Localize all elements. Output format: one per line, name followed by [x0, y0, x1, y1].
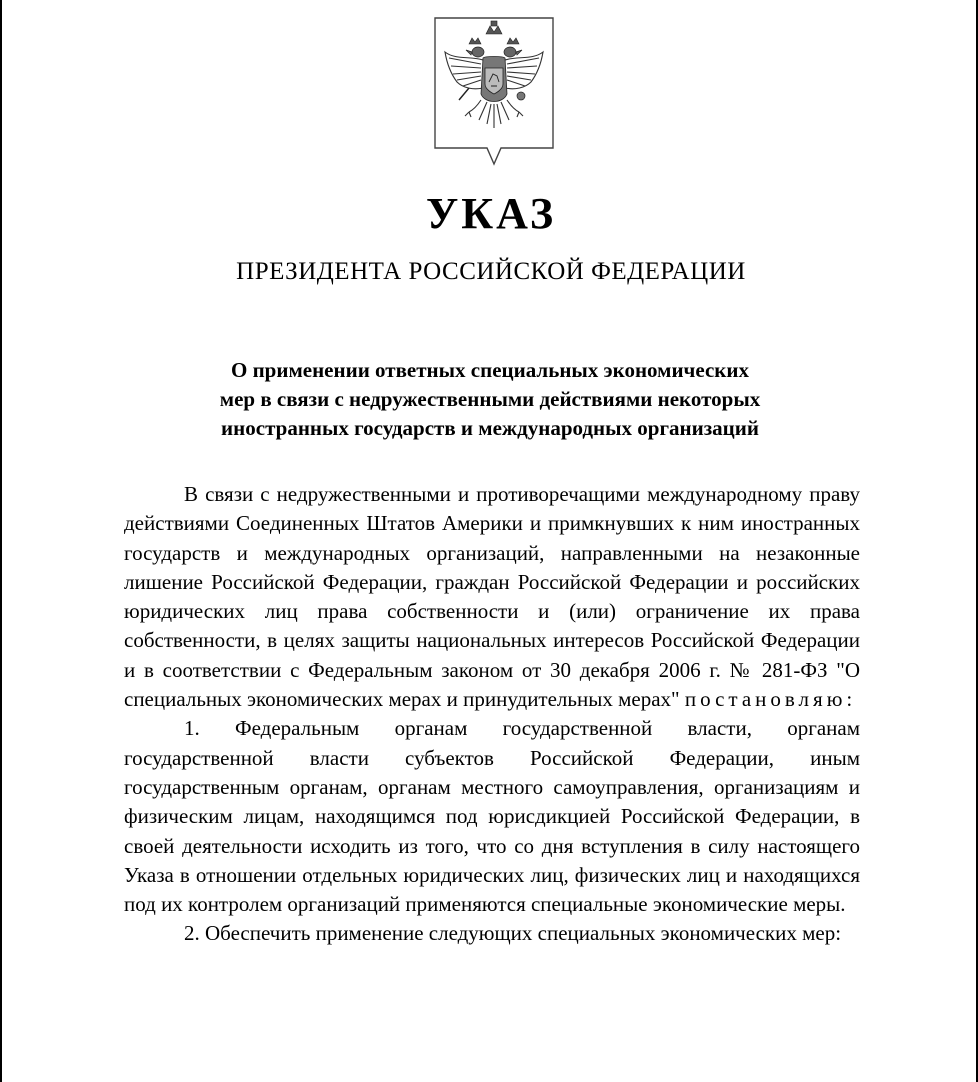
document-title: УКАЗ	[425, 189, 557, 238]
preamble-paragraph	[124, 480, 860, 714]
document-subtitle: ПРЕЗИДЕНТА РОССИЙСКОЙ ФЕДЕРАЦИИ	[236, 258, 746, 285]
item-text: Обеспечить применение следующих специальных экономических мер:	[205, 921, 842, 946]
heading-line: мер в связи с недружественными действиями некоторых	[219, 387, 761, 411]
preamble-keyword: постановляю:	[684, 687, 857, 712]
item-paragraph	[124, 919, 860, 948]
item-paragraph	[124, 714, 860, 919]
russian-coat-of-arms-icon	[433, 16, 555, 168]
heading-line: иностранных государств и международных организаций	[221, 416, 759, 440]
document-heading	[122, 356, 858, 443]
item-number: 1.	[184, 716, 200, 741]
preamble-text: В связи с недружественными и противоречащими международному праву действиями Соединенных Штатов Америки и примкнувших к ним иностранных государств и международных организаций, направленными на незаконные лишение Российской Федерации, граждан Российской Федерации и российских юридических лиц права собственности и (или) ограничение их права собственности, в целях защиты национальных интересов Российской Федерации и в соответствии с Федеральным законом от 30 декабря 2006 г. № 281-ФЗ "О специальных экономических мерах и принудительных мерах"	[124, 482, 860, 712]
item-text: Федеральным органам государственной власти, органам государственной власти субъектов Российской Федерации, иным государственным органам, органам местного самоуправления, организациям и физическим лицам, находящимся под юрисдикцией Российской Федерации, в своей деятельности исходить из того, что со дня вступления в силу настоящего Указа в отношении отдельных юридических лиц, физических лиц и находящихся под их контролем организаций применяются специальные экономические меры.	[124, 716, 860, 917]
item-number: 2.	[184, 921, 200, 946]
heading-line: О применении ответных специальных экономических	[230, 358, 750, 382]
document-body	[124, 480, 860, 949]
